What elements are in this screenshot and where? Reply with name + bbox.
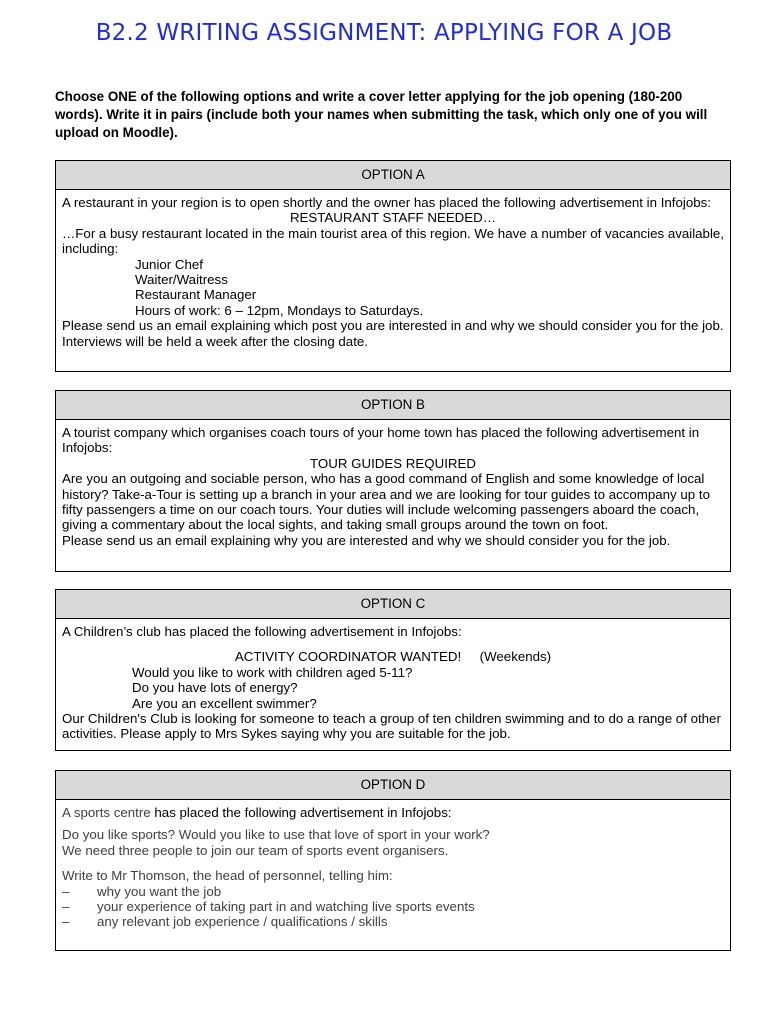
option-a-intro: A restaurant in your region is to open shortly and the owner has placed the following advertisement in Infojobs: [62, 195, 711, 210]
option-d-ad-line: Do you like sports? Would you like to use that love of sport in your work? [62, 827, 490, 843]
option-a-box [55, 160, 731, 372]
option-a-ad-title: RESTAURANT STAFF NEEDED… [289, 210, 497, 226]
option-d-write-to: Write to Mr Thomson, the head of personnel, telling him: [62, 868, 393, 884]
instructions: Choose ONE of the following options and write a cover letter applying for the job opening (180-200 words). Write it in pairs (include both your names when submitting the task, which only one of you will upload on Moodle). [55, 89, 708, 140]
option-d-bullet [62, 899, 724, 914]
dash-bullet-icon: – [62, 883, 70, 899]
option-d-box [55, 770, 731, 951]
option-d-intro-rest: has placed the following advertisement in Infojobs: [150, 805, 452, 820]
dash-bullet-icon: – [62, 899, 70, 915]
option-b-body [56, 420, 730, 552]
option-b-closing: Please send us an email explaining why you are interested and why we should consider you for the job. [62, 532, 671, 548]
option-b-intro: A tourist company which organises coach tours of your home town has placed the following advertisement in Infojobs: [62, 425, 700, 456]
option-c-box [55, 589, 731, 751]
option-c-intro: A Children’s club has placed the following advertisement in Infojobs: [62, 624, 462, 639]
option-d-body [56, 800, 730, 934]
option-b-ad-title: TOUR GUIDES REQUIRED [310, 455, 476, 471]
option-b-ad-text: Are you an outgoing and sociable person, who has a good command of English and some knowledge of local history? Take-a-Tour is setting up a branch in your area and we are looking for tour guides to accompany up to fifty passengers a time on our coach tours. Your duties will include welcoming passengers aboard the coach, giving a commentary about the local sights, and taking small groups around the town on foot. [62, 471, 710, 533]
option-d-bullet-text: your experience of taking part in and watching live sports events [97, 899, 475, 915]
option-a-closing: Please send us an email explaining which post you are interested in and why we should consider you for the job. Interviews will be held a week after the closing date. [62, 318, 724, 349]
option-c-question: Are you an excellent swimmer? [132, 695, 317, 711]
option-c-question: Do you have lots of energy? [132, 680, 298, 696]
option-d-intro [62, 805, 724, 820]
option-a-header: OPTION A [56, 161, 730, 190]
option-c-ad-title: ACTIVITY COORDINATOR WANTED! (Weekends) [234, 649, 552, 665]
option-d-bullet-text: any relevant job experience / qualifications / skills [97, 914, 388, 930]
option-c-question: Would you like to work with children aged 5-11? [132, 664, 413, 680]
option-b-box [55, 390, 731, 572]
option-d-ad-line: We need three people to join our team of sports event organisers. [62, 842, 449, 858]
option-a-body [56, 190, 730, 353]
page-title: B2.2 WRITING ASSIGNMENT: APPLYING FOR A JOB [95, 20, 673, 46]
option-c-closing: Our Children's Club is looking for someone to teach a group of ten children swimming and to do a range of other activities. Please apply to Mrs Sykes saying why you are suitable for the job. [62, 711, 721, 742]
option-a-item: Hours of work: 6 – 12pm, Mondays to Saturdays. [135, 302, 424, 318]
option-a-item: Waiter/Waitress [135, 272, 228, 288]
option-a-item: Junior Chef [135, 256, 203, 272]
option-d-bullet [62, 914, 724, 929]
option-d-bullet-text: why you want the job [97, 883, 222, 899]
option-c-body [56, 619, 730, 746]
option-b-header: OPTION B [56, 391, 730, 420]
option-a-ad-text: …For a busy restaurant located in the main tourist area of this region. We have a number of vacancies available, including: [62, 225, 724, 257]
option-c-header: OPTION C [56, 590, 730, 619]
option-d-header: OPTION D [56, 771, 730, 800]
option-d-bullet [62, 884, 724, 899]
option-d-intro-subject: A sports centre [62, 805, 151, 820]
option-a-item: Restaurant Manager [135, 287, 257, 303]
dash-bullet-icon: – [62, 914, 70, 930]
